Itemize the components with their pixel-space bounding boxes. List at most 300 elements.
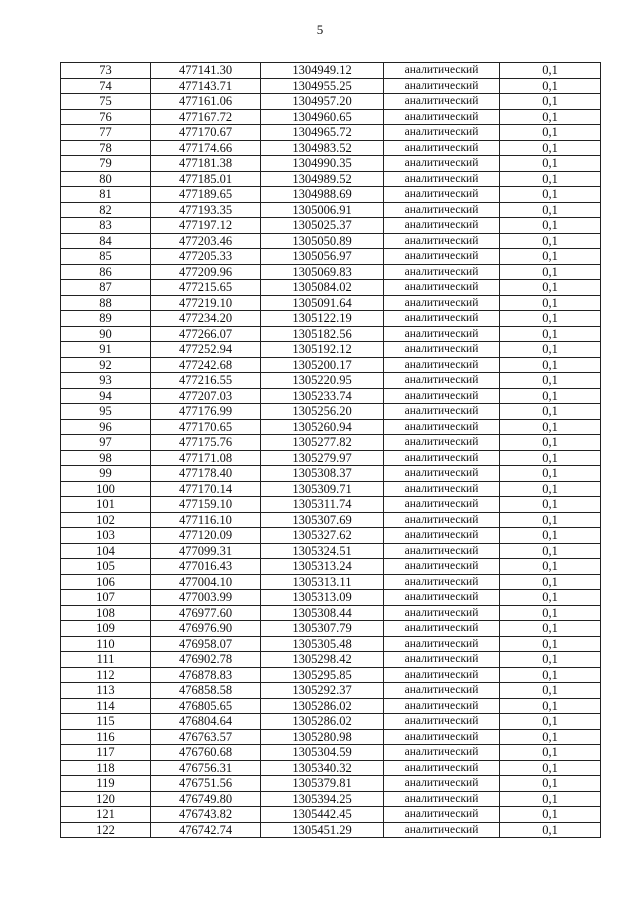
method-cell: аналитический [384, 729, 500, 745]
accuracy-cell: 0,1 [500, 512, 601, 528]
method-cell: аналитический [384, 63, 500, 79]
table-row [61, 125, 601, 141]
method-cell: аналитический [384, 311, 500, 327]
accuracy-cell: 0,1 [500, 295, 601, 311]
x-coordinate-cell: 477143.71 [151, 78, 261, 94]
point-number-cell: 117 [61, 745, 151, 761]
point-number-cell: 89 [61, 311, 151, 327]
point-number-cell: 121 [61, 807, 151, 823]
y-coordinate-cell: 1305308.37 [261, 466, 384, 482]
point-number-cell: 108 [61, 605, 151, 621]
y-coordinate-cell: 1305311.74 [261, 497, 384, 513]
y-coordinate-cell: 1305256.20 [261, 404, 384, 420]
method-cell: аналитический [384, 760, 500, 776]
table-row [61, 605, 601, 621]
x-coordinate-cell: 477203.46 [151, 233, 261, 249]
x-coordinate-cell: 476751.56 [151, 776, 261, 792]
y-coordinate-cell: 1304990.35 [261, 156, 384, 172]
x-coordinate-cell: 477171.08 [151, 450, 261, 466]
table-row [61, 543, 601, 559]
x-coordinate-cell: 477120.09 [151, 528, 261, 544]
method-cell: аналитический [384, 373, 500, 389]
point-number-cell: 101 [61, 497, 151, 513]
x-coordinate-cell: 477170.14 [151, 481, 261, 497]
point-number-cell: 112 [61, 667, 151, 683]
method-cell: аналитический [384, 481, 500, 497]
x-coordinate-cell: 476902.78 [151, 652, 261, 668]
point-number-cell: 104 [61, 543, 151, 559]
table-row [61, 94, 601, 110]
point-number-cell: 85 [61, 249, 151, 265]
table-row [61, 295, 601, 311]
x-coordinate-cell: 477174.66 [151, 140, 261, 156]
accuracy-cell: 0,1 [500, 388, 601, 404]
method-cell: аналитический [384, 497, 500, 513]
point-number-cell: 115 [61, 714, 151, 730]
point-number-cell: 100 [61, 481, 151, 497]
method-cell: аналитический [384, 652, 500, 668]
method-cell: аналитический [384, 109, 500, 125]
accuracy-cell: 0,1 [500, 249, 601, 265]
method-cell: аналитический [384, 342, 500, 358]
x-coordinate-cell: 477004.10 [151, 574, 261, 590]
x-coordinate-cell: 477242.68 [151, 357, 261, 373]
table-row [61, 280, 601, 296]
table-row [61, 683, 601, 699]
method-cell: аналитический [384, 357, 500, 373]
accuracy-cell: 0,1 [500, 776, 601, 792]
table-row [61, 745, 601, 761]
table-row [61, 512, 601, 528]
accuracy-cell: 0,1 [500, 667, 601, 683]
point-number-cell: 80 [61, 171, 151, 187]
accuracy-cell: 0,1 [500, 450, 601, 466]
x-coordinate-cell: 476760.68 [151, 745, 261, 761]
y-coordinate-cell: 1305324.51 [261, 543, 384, 559]
point-number-cell: 98 [61, 450, 151, 466]
table-row [61, 326, 601, 342]
point-number-cell: 87 [61, 280, 151, 296]
y-coordinate-cell: 1305313.11 [261, 574, 384, 590]
table-row [61, 450, 601, 466]
method-cell: аналитический [384, 218, 500, 234]
method-cell: аналитический [384, 807, 500, 823]
x-coordinate-cell: 477207.03 [151, 388, 261, 404]
table-row [61, 342, 601, 358]
method-cell: аналитический [384, 574, 500, 590]
accuracy-cell: 0,1 [500, 497, 601, 513]
point-number-cell: 119 [61, 776, 151, 792]
y-coordinate-cell: 1305292.37 [261, 683, 384, 699]
point-number-cell: 94 [61, 388, 151, 404]
coordinates-table-body [61, 63, 601, 838]
table-row [61, 171, 601, 187]
table-row [61, 202, 601, 218]
y-coordinate-cell: 1305298.42 [261, 652, 384, 668]
x-coordinate-cell: 476858.58 [151, 683, 261, 699]
y-coordinate-cell: 1305304.59 [261, 745, 384, 761]
accuracy-cell: 0,1 [500, 698, 601, 714]
y-coordinate-cell: 1305327.62 [261, 528, 384, 544]
method-cell: аналитический [384, 621, 500, 637]
accuracy-cell: 0,1 [500, 435, 601, 451]
point-number-cell: 107 [61, 590, 151, 606]
table-row [61, 109, 601, 125]
x-coordinate-cell: 477197.12 [151, 218, 261, 234]
accuracy-cell: 0,1 [500, 94, 601, 110]
y-coordinate-cell: 1305050.89 [261, 233, 384, 249]
table-row [61, 187, 601, 203]
method-cell: аналитический [384, 698, 500, 714]
table-row [61, 63, 601, 79]
method-cell: аналитический [384, 249, 500, 265]
y-coordinate-cell: 1305340.32 [261, 760, 384, 776]
accuracy-cell: 0,1 [500, 590, 601, 606]
x-coordinate-cell: 477215.65 [151, 280, 261, 296]
method-cell: аналитический [384, 94, 500, 110]
y-coordinate-cell: 1304988.69 [261, 187, 384, 203]
method-cell: аналитический [384, 326, 500, 342]
page-number: 5 [316, 22, 324, 37]
accuracy-cell: 0,1 [500, 760, 601, 776]
accuracy-cell: 0,1 [500, 481, 601, 497]
point-number-cell: 76 [61, 109, 151, 125]
table-row [61, 652, 601, 668]
y-coordinate-cell: 1305295.85 [261, 667, 384, 683]
y-coordinate-cell: 1305307.69 [261, 512, 384, 528]
point-number-cell: 78 [61, 140, 151, 156]
x-coordinate-cell: 476958.07 [151, 636, 261, 652]
point-number-cell: 79 [61, 156, 151, 172]
x-coordinate-cell: 477170.67 [151, 125, 261, 141]
table-row [61, 791, 601, 807]
x-coordinate-cell: 477209.96 [151, 264, 261, 280]
accuracy-cell: 0,1 [500, 636, 601, 652]
y-coordinate-cell: 1305451.29 [261, 822, 384, 838]
accuracy-cell: 0,1 [500, 311, 601, 327]
y-coordinate-cell: 1305313.09 [261, 590, 384, 606]
accuracy-cell: 0,1 [500, 559, 601, 575]
accuracy-cell: 0,1 [500, 63, 601, 79]
x-coordinate-cell: 476743.82 [151, 807, 261, 823]
point-number-cell: 102 [61, 512, 151, 528]
point-number-cell: 88 [61, 295, 151, 311]
y-coordinate-cell: 1304955.25 [261, 78, 384, 94]
table-row [61, 466, 601, 482]
accuracy-cell: 0,1 [500, 683, 601, 699]
y-coordinate-cell: 1305025.37 [261, 218, 384, 234]
point-number-cell: 74 [61, 78, 151, 94]
table-row [61, 218, 601, 234]
point-number-cell: 77 [61, 125, 151, 141]
y-coordinate-cell: 1305286.02 [261, 714, 384, 730]
method-cell: аналитический [384, 636, 500, 652]
x-coordinate-cell: 477161.06 [151, 94, 261, 110]
y-coordinate-cell: 1305394.25 [261, 791, 384, 807]
method-cell: аналитический [384, 171, 500, 187]
table-row [61, 140, 601, 156]
table-row [61, 373, 601, 389]
method-cell: аналитический [384, 791, 500, 807]
table-row [61, 590, 601, 606]
method-cell: аналитический [384, 559, 500, 575]
method-cell: аналитический [384, 419, 500, 435]
x-coordinate-cell: 476763.57 [151, 729, 261, 745]
table-row [61, 404, 601, 420]
x-coordinate-cell: 476805.65 [151, 698, 261, 714]
method-cell: аналитический [384, 450, 500, 466]
x-coordinate-cell: 477170.65 [151, 419, 261, 435]
accuracy-cell: 0,1 [500, 791, 601, 807]
x-coordinate-cell: 477219.10 [151, 295, 261, 311]
method-cell: аналитический [384, 156, 500, 172]
x-coordinate-cell: 476878.83 [151, 667, 261, 683]
y-coordinate-cell: 1305056.97 [261, 249, 384, 265]
table-row [61, 528, 601, 544]
coordinates-table [60, 62, 601, 838]
x-coordinate-cell: 477099.31 [151, 543, 261, 559]
point-number-cell: 111 [61, 652, 151, 668]
table-row [61, 78, 601, 94]
table-row [61, 714, 601, 730]
y-coordinate-cell: 1305307.79 [261, 621, 384, 637]
y-coordinate-cell: 1305280.98 [261, 729, 384, 745]
accuracy-cell: 0,1 [500, 326, 601, 342]
point-number-cell: 90 [61, 326, 151, 342]
x-coordinate-cell: 477266.07 [151, 326, 261, 342]
table-row [61, 435, 601, 451]
y-coordinate-cell: 1304965.72 [261, 125, 384, 141]
table-row [61, 760, 601, 776]
x-coordinate-cell: 477252.94 [151, 342, 261, 358]
table-row [61, 264, 601, 280]
point-number-cell: 116 [61, 729, 151, 745]
y-coordinate-cell: 1304949.12 [261, 63, 384, 79]
x-coordinate-cell: 477016.43 [151, 559, 261, 575]
table-row [61, 776, 601, 792]
point-number-cell: 120 [61, 791, 151, 807]
x-coordinate-cell: 476756.31 [151, 760, 261, 776]
x-coordinate-cell: 477116.10 [151, 512, 261, 528]
accuracy-cell: 0,1 [500, 466, 601, 482]
point-number-cell: 92 [61, 357, 151, 373]
table-row [61, 419, 601, 435]
x-coordinate-cell: 477178.40 [151, 466, 261, 482]
point-number-cell: 109 [61, 621, 151, 637]
accuracy-cell: 0,1 [500, 187, 601, 203]
table-row [61, 156, 601, 172]
accuracy-cell: 0,1 [500, 125, 601, 141]
y-coordinate-cell: 1305084.02 [261, 280, 384, 296]
y-coordinate-cell: 1305182.56 [261, 326, 384, 342]
y-coordinate-cell: 1304989.52 [261, 171, 384, 187]
method-cell: аналитический [384, 822, 500, 838]
accuracy-cell: 0,1 [500, 156, 601, 172]
y-coordinate-cell: 1305442.45 [261, 807, 384, 823]
method-cell: аналитический [384, 125, 500, 141]
accuracy-cell: 0,1 [500, 357, 601, 373]
method-cell: аналитический [384, 202, 500, 218]
accuracy-cell: 0,1 [500, 404, 601, 420]
accuracy-cell: 0,1 [500, 822, 601, 838]
x-coordinate-cell: 477185.01 [151, 171, 261, 187]
x-coordinate-cell: 477175.76 [151, 435, 261, 451]
y-coordinate-cell: 1305192.12 [261, 342, 384, 358]
accuracy-cell: 0,1 [500, 202, 601, 218]
x-coordinate-cell: 477181.38 [151, 156, 261, 172]
accuracy-cell: 0,1 [500, 729, 601, 745]
accuracy-cell: 0,1 [500, 171, 601, 187]
x-coordinate-cell: 477205.33 [151, 249, 261, 265]
method-cell: аналитический [384, 543, 500, 559]
table-row [61, 388, 601, 404]
accuracy-cell: 0,1 [500, 419, 601, 435]
table-row [61, 249, 601, 265]
x-coordinate-cell: 477167.72 [151, 109, 261, 125]
method-cell: аналитический [384, 264, 500, 280]
method-cell: аналитический [384, 683, 500, 699]
accuracy-cell: 0,1 [500, 807, 601, 823]
accuracy-cell: 0,1 [500, 373, 601, 389]
point-number-cell: 86 [61, 264, 151, 280]
point-number-cell: 83 [61, 218, 151, 234]
accuracy-cell: 0,1 [500, 233, 601, 249]
point-number-cell: 106 [61, 574, 151, 590]
table-row [61, 636, 601, 652]
y-coordinate-cell: 1305308.44 [261, 605, 384, 621]
point-number-cell: 122 [61, 822, 151, 838]
point-number-cell: 91 [61, 342, 151, 358]
method-cell: аналитический [384, 187, 500, 203]
table-row [61, 559, 601, 575]
accuracy-cell: 0,1 [500, 109, 601, 125]
method-cell: аналитический [384, 435, 500, 451]
point-number-cell: 82 [61, 202, 151, 218]
y-coordinate-cell: 1304960.65 [261, 109, 384, 125]
y-coordinate-cell: 1304983.52 [261, 140, 384, 156]
x-coordinate-cell: 477141.30 [151, 63, 261, 79]
method-cell: аналитический [384, 140, 500, 156]
point-number-cell: 96 [61, 419, 151, 435]
accuracy-cell: 0,1 [500, 574, 601, 590]
x-coordinate-cell: 476804.64 [151, 714, 261, 730]
accuracy-cell: 0,1 [500, 714, 601, 730]
y-coordinate-cell: 1305305.48 [261, 636, 384, 652]
method-cell: аналитический [384, 78, 500, 94]
y-coordinate-cell: 1305091.64 [261, 295, 384, 311]
point-number-cell: 93 [61, 373, 151, 389]
method-cell: аналитический [384, 528, 500, 544]
accuracy-cell: 0,1 [500, 140, 601, 156]
accuracy-cell: 0,1 [500, 621, 601, 637]
method-cell: аналитический [384, 233, 500, 249]
accuracy-cell: 0,1 [500, 78, 601, 94]
table-row [61, 357, 601, 373]
point-number-cell: 110 [61, 636, 151, 652]
method-cell: аналитический [384, 776, 500, 792]
y-coordinate-cell: 1304957.20 [261, 94, 384, 110]
point-number-cell: 84 [61, 233, 151, 249]
table-row [61, 822, 601, 838]
method-cell: аналитический [384, 714, 500, 730]
method-cell: аналитический [384, 388, 500, 404]
y-coordinate-cell: 1305233.74 [261, 388, 384, 404]
y-coordinate-cell: 1305279.97 [261, 450, 384, 466]
x-coordinate-cell: 477159.10 [151, 497, 261, 513]
accuracy-cell: 0,1 [500, 745, 601, 761]
accuracy-cell: 0,1 [500, 605, 601, 621]
accuracy-cell: 0,1 [500, 280, 601, 296]
table-row [61, 807, 601, 823]
point-number-cell: 81 [61, 187, 151, 203]
method-cell: аналитический [384, 404, 500, 420]
method-cell: аналитический [384, 667, 500, 683]
x-coordinate-cell: 477193.35 [151, 202, 261, 218]
x-coordinate-cell: 477189.65 [151, 187, 261, 203]
x-coordinate-cell: 477216.55 [151, 373, 261, 389]
y-coordinate-cell: 1305277.82 [261, 435, 384, 451]
table-row [61, 667, 601, 683]
accuracy-cell: 0,1 [500, 264, 601, 280]
accuracy-cell: 0,1 [500, 218, 601, 234]
table-row [61, 233, 601, 249]
x-coordinate-cell: 476742.74 [151, 822, 261, 838]
x-coordinate-cell: 476977.60 [151, 605, 261, 621]
x-coordinate-cell: 476976.90 [151, 621, 261, 637]
table-row [61, 729, 601, 745]
method-cell: аналитический [384, 745, 500, 761]
point-number-cell: 73 [61, 63, 151, 79]
table-row [61, 481, 601, 497]
point-number-cell: 99 [61, 466, 151, 482]
point-number-cell: 118 [61, 760, 151, 776]
table-row [61, 698, 601, 714]
method-cell: аналитический [384, 605, 500, 621]
y-coordinate-cell: 1305200.17 [261, 357, 384, 373]
method-cell: аналитический [384, 295, 500, 311]
table-row [61, 311, 601, 327]
y-coordinate-cell: 1305069.83 [261, 264, 384, 280]
accuracy-cell: 0,1 [500, 543, 601, 559]
y-coordinate-cell: 1305309.71 [261, 481, 384, 497]
point-number-cell: 114 [61, 698, 151, 714]
point-number-cell: 103 [61, 528, 151, 544]
x-coordinate-cell: 477176.99 [151, 404, 261, 420]
y-coordinate-cell: 1305260.94 [261, 419, 384, 435]
table-row [61, 574, 601, 590]
x-coordinate-cell: 476749.80 [151, 791, 261, 807]
y-coordinate-cell: 1305313.24 [261, 559, 384, 575]
point-number-cell: 97 [61, 435, 151, 451]
y-coordinate-cell: 1305286.02 [261, 698, 384, 714]
x-coordinate-cell: 477003.99 [151, 590, 261, 606]
point-number-cell: 105 [61, 559, 151, 575]
method-cell: аналитический [384, 280, 500, 296]
y-coordinate-cell: 1305220.95 [261, 373, 384, 389]
method-cell: аналитический [384, 590, 500, 606]
point-number-cell: 113 [61, 683, 151, 699]
y-coordinate-cell: 1305379.81 [261, 776, 384, 792]
y-coordinate-cell: 1305122.19 [261, 311, 384, 327]
method-cell: аналитический [384, 512, 500, 528]
accuracy-cell: 0,1 [500, 528, 601, 544]
y-coordinate-cell: 1305006.91 [261, 202, 384, 218]
table-row [61, 621, 601, 637]
point-number-cell: 95 [61, 404, 151, 420]
table-row [61, 497, 601, 513]
accuracy-cell: 0,1 [500, 342, 601, 358]
accuracy-cell: 0,1 [500, 652, 601, 668]
